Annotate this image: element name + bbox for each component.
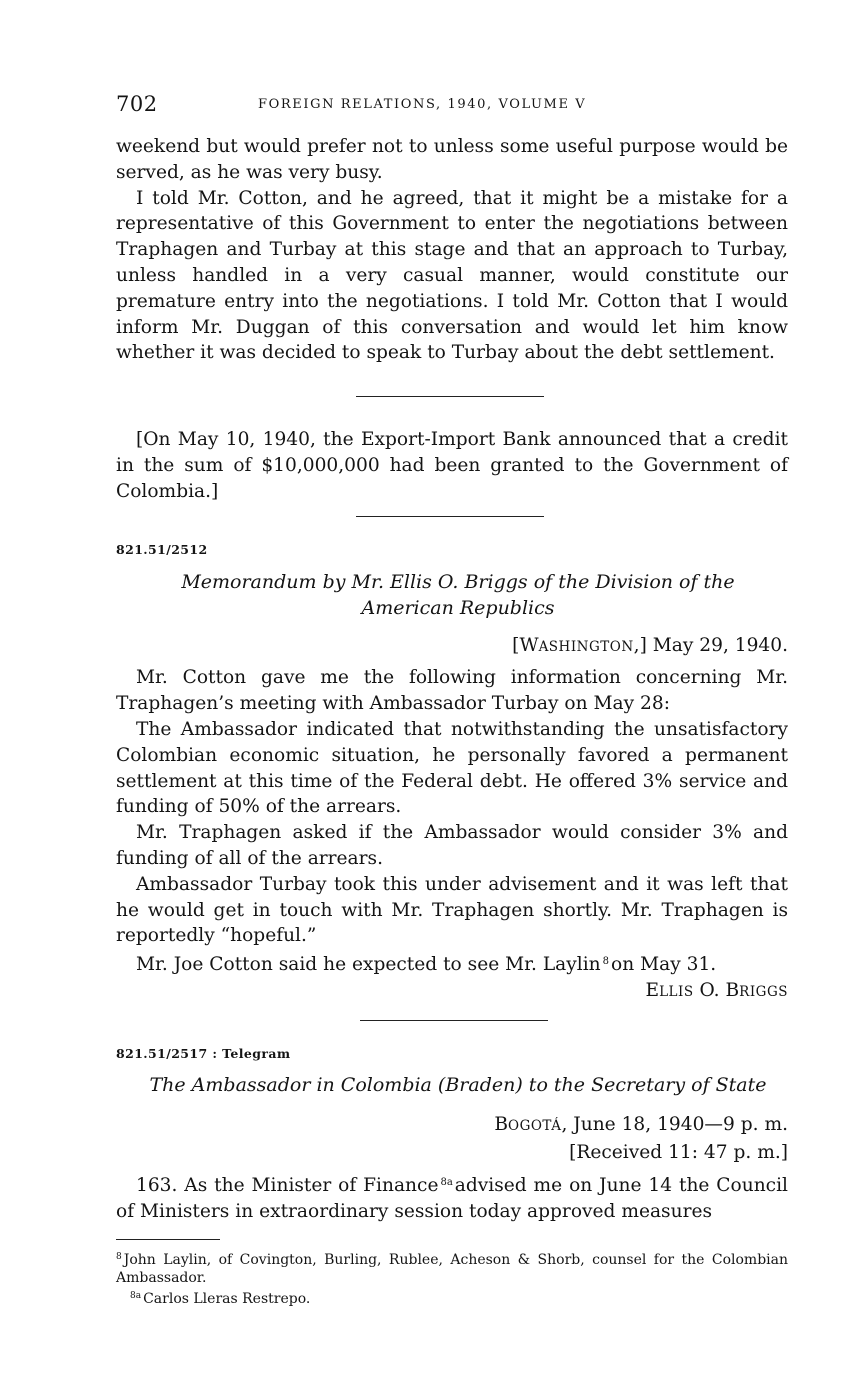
document-title: The Ambassador in Colombia (Braden) to the Secretary of State bbox=[149, 1073, 767, 1096]
place-name: W bbox=[519, 634, 539, 656]
dateline: BOGOTÁ, June 18, 1940—9 p. m. bbox=[494, 1113, 788, 1135]
document-title bbox=[116, 569, 788, 621]
footnote-divider bbox=[116, 1239, 220, 1240]
paragraph: Mr. Cotton gave me the following information concerning Mr. Traphagen’s meeting with Ambassador Turbay on May 28: bbox=[116, 667, 788, 715]
file-code: 821.51/2517 : Telegram bbox=[116, 1045, 291, 1061]
telegram-section bbox=[116, 1046, 788, 1225]
file-code: 821.51/2512 bbox=[116, 541, 208, 557]
dateline: [WASHINGTON,] May 29, 1940. bbox=[512, 634, 788, 656]
page-header bbox=[116, 92, 788, 128]
document-page bbox=[116, 92, 788, 1308]
footnote-ref[interactable]: 8 bbox=[602, 956, 610, 968]
received-time: [Received 11: 47 p. m.] bbox=[569, 1141, 788, 1163]
memorandum-section bbox=[116, 542, 788, 1006]
signature: ELLIS O. BRIGGS bbox=[645, 979, 788, 1001]
footnote-text: John Laylin, of Covington, Burling, Rublee, Acheson & Shorb, counsel for the Colombian Ambassador. bbox=[116, 1251, 788, 1286]
paragraph: Mr. Joe Cotton said he expected to see Mr. Laylin $^8$ on May 31. bbox=[136, 954, 717, 976]
section-divider bbox=[356, 396, 544, 397]
footnote bbox=[116, 1287, 788, 1308]
paragraph: 163. As the Minister of Finance $^{8a}$ advised me on June 14 the Council of Ministers in extraordinary session today approved measures bbox=[116, 1175, 788, 1223]
editorial-note: [On May 10, 1940, the Export-Import Bank announced that a credit in the sum of $10,000,000 had been granted to the Government of Colombia.] bbox=[116, 429, 788, 502]
footnote-mark: 8 bbox=[116, 1251, 122, 1262]
running-head: FOREIGN RELATIONS, 1940, VOLUME V bbox=[258, 97, 587, 112]
date: May 29, 1940. bbox=[652, 634, 788, 656]
paragraph: Mr. Traphagen asked if the Ambassador would consider 3% and funding of all of the arrears. bbox=[116, 822, 788, 869]
paragraph: Ambassador Turbay took this under advisement and it was left that he would get in touch with Mr. Traphagen shortly. Mr. Traphagen is reportedly “hopeful.” bbox=[116, 873, 788, 947]
footnote-text: Carlos Lleras Restrepo. bbox=[143, 1290, 311, 1307]
paragraph: weekend but would prefer not to unless some useful purpose would be served, as he was very busy. bbox=[116, 136, 788, 183]
footnote-ref[interactable]: 8a bbox=[440, 1177, 453, 1189]
footnotes bbox=[116, 1248, 788, 1308]
title-line: American Republics bbox=[361, 596, 555, 619]
title-line: Memorandum by Mr. Ellis O. Briggs of the Division of the bbox=[181, 570, 735, 593]
place-name: B bbox=[494, 1113, 509, 1135]
footnote bbox=[116, 1248, 788, 1287]
section-divider bbox=[356, 516, 544, 517]
section-divider bbox=[360, 1020, 548, 1021]
footnote-mark: 8a bbox=[130, 1290, 142, 1301]
paragraph: The Ambassador indicated that notwithstanding the unsatisfactory Colombian economic situation, he personally favored a permanent settlement at this time of the Federal debt. He offered 3% service and funding of 50% of the arrears. bbox=[116, 718, 788, 818]
paragraph: I told Mr. Cotton, and he agreed, that it might be a mistake for a representative of this Government to enter the negotiations between Traphagen and Turbay at this stage and that an approach to Turbay, unless handled in a very casual manner, would constitute our premature entry into the negotiations. I told Mr. Cotton that I would inform Mr. Duggan of this conversation and would let him know whether it was decided to speak to Turbay about the debt settlement. bbox=[116, 187, 788, 364]
page-number: 702 bbox=[116, 92, 158, 116]
section-cotton-conversation bbox=[116, 134, 788, 366]
